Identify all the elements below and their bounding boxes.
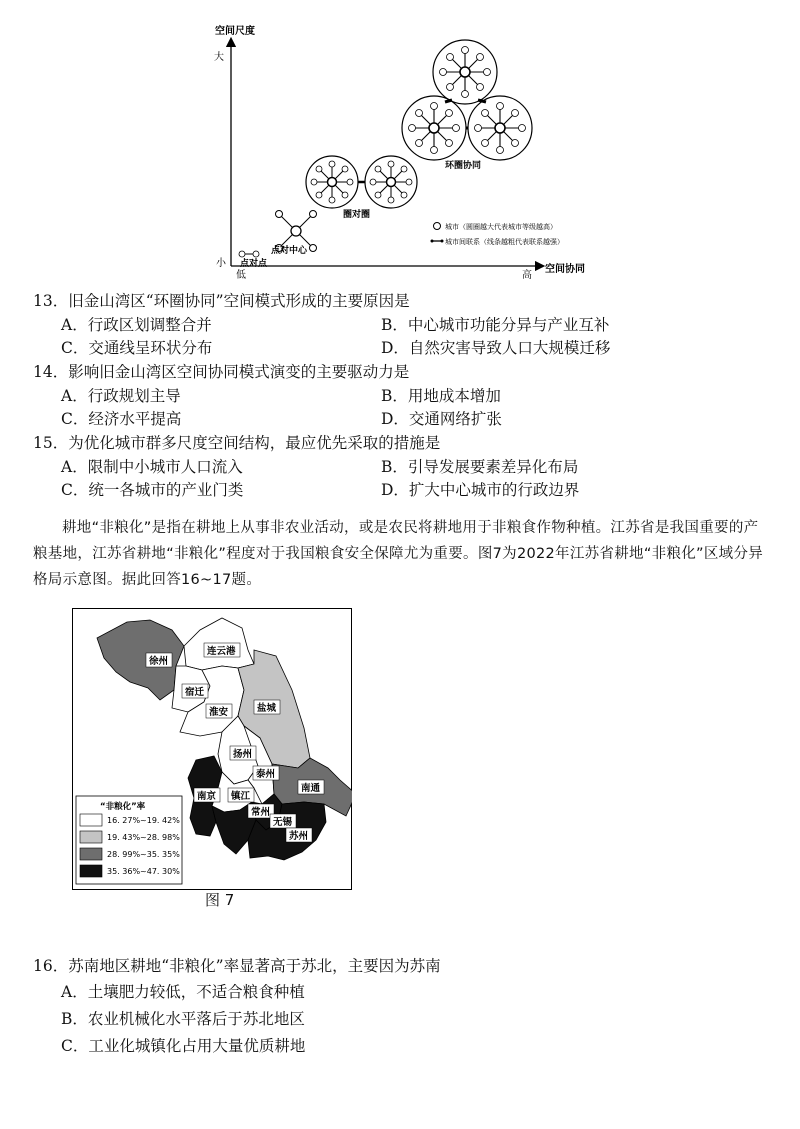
question-13-stem: 13．旧金山湾区“环圈协同”空间模式形成的主要原因是 (33, 292, 410, 310)
stage-point-to-center (271, 211, 317, 257)
question-14-option-b: B．用地成本增加 (381, 387, 501, 405)
spatial-pattern-diagram (200, 20, 600, 280)
map-legend-title: “非粮化”率 (100, 802, 146, 812)
city-label-suqian: 宿迁 (185, 687, 205, 698)
city-label-nanjing: 南京 (197, 791, 217, 802)
figure-caption: 图 7 (205, 891, 235, 909)
question-16-stem: 16．苏南地区耕地“非粮化”率显著高于苏北，主要因为苏南 (33, 957, 441, 975)
question-15-option-d: D．扩大中心城市的行政边界 (381, 481, 580, 499)
question-15-option-c: C．统一各城市的产业门类 (61, 481, 244, 499)
city-label-xuzhou: 徐州 (149, 656, 169, 667)
legend-label-2: 19. 43%~28. 98% (107, 833, 180, 842)
x-axis-title: 空间协同 (545, 264, 585, 275)
city-legend-icon (434, 223, 441, 230)
question-14-option-a: A．行政规划主导 (61, 387, 181, 405)
legend-swatch-1 (80, 814, 102, 826)
y-axis-title: 空间尺度 (215, 26, 255, 37)
stage-ring-synergy (402, 40, 532, 171)
city-label-yancheng: 盐城 (257, 703, 277, 714)
question-14-stem: 14．影响旧金山湾区空间协同模式演变的主要驱动力是 (33, 363, 410, 381)
city-label-huaian: 淮安 (209, 707, 229, 718)
question-15-option-a: A．限制中小城市人口流入 (61, 458, 243, 476)
city-label-taizhou: 泰州 (256, 769, 276, 780)
question-15-stem: 15．为优化城市群多尺度空间结构，最应优先采取的措施是 (33, 434, 441, 452)
city-label-nantong: 南通 (301, 783, 321, 794)
stage-label-2: 点对中心 (271, 246, 308, 256)
x-high-label: 高 (522, 270, 532, 280)
legend-swatch-3 (80, 848, 102, 860)
city-label-suzhou: 苏州 (289, 831, 309, 842)
legend-swatch-2 (80, 831, 102, 843)
question-13-option-c: C．交通线呈环状分布 (61, 339, 213, 357)
legend-label-1: 16. 27%~19. 42% (107, 816, 180, 825)
stage-label-1: 点对点 (240, 259, 268, 269)
city-label-yangzhou: 扬州 (233, 749, 253, 760)
city-label-zhenjiang: 镇江 (231, 791, 251, 802)
question-14-option-c: C．经济水平提高 (61, 410, 182, 428)
legend-label-4: 35. 36%~47. 30% (107, 867, 180, 876)
legend-link-text: 城市间联系（线条越粗代表联系越强） (445, 238, 564, 246)
question-16-option-b: B．农业机械化水平落后于苏北地区 (61, 1010, 305, 1028)
stage-point-to-point (239, 251, 268, 269)
city-label-wuxi: 无锡 (273, 817, 293, 828)
question-16-option-a: A．土壤肥力较低，不适合粮食种植 (61, 983, 305, 1001)
city-label-changzhou: 常州 (251, 807, 271, 818)
legend-city-text: 城市（圆圈越大代表城市等级越高） (445, 223, 557, 231)
stage-label-4: 环圈协同 (445, 161, 482, 171)
question-15-option-b: B．引导发展要素差异化布局 (381, 458, 579, 476)
y-low-label: 小 (216, 258, 226, 269)
question-13-option-b: B．中心城市功能分异与产业互补 (381, 316, 610, 334)
legend-label-3: 28. 99%~35. 35% (107, 850, 180, 859)
diagram-legend (431, 222, 565, 246)
question-13-option-d: D．自然灾害导致人口大规模迁移 (381, 339, 611, 357)
city-label-lianyungang: 连云港 (207, 646, 236, 657)
map-legend (76, 796, 182, 884)
x-low-label: 低 (236, 270, 246, 280)
passage-text: 耕地“非粮化”是指在耕地上从事非农业活动，或是农民将耕地用于非粮食作物种植。江苏省是我国重要的产粮基地，江苏省耕地“非粮化”程度对于我国粮食安全保障尤为重要。图7为2022年江苏省耕地“非粮化”区域分异格局示意图。据此回答16~17题。 (33, 520, 764, 588)
legend-swatch-4 (80, 865, 102, 877)
stage-label-3: 圈对圈 (343, 210, 371, 220)
question-16-option-c: C．工业化城镇化占用大量优质耕地 (61, 1037, 306, 1055)
question-14-option-d: D．交通网络扩张 (381, 410, 502, 428)
y-high-label: 大 (214, 52, 224, 63)
question-13-option-a: A．行政区划调整合并 (61, 316, 212, 334)
stage-circle-to-circle (306, 156, 417, 220)
jiangsu-map-figure (72, 608, 352, 890)
